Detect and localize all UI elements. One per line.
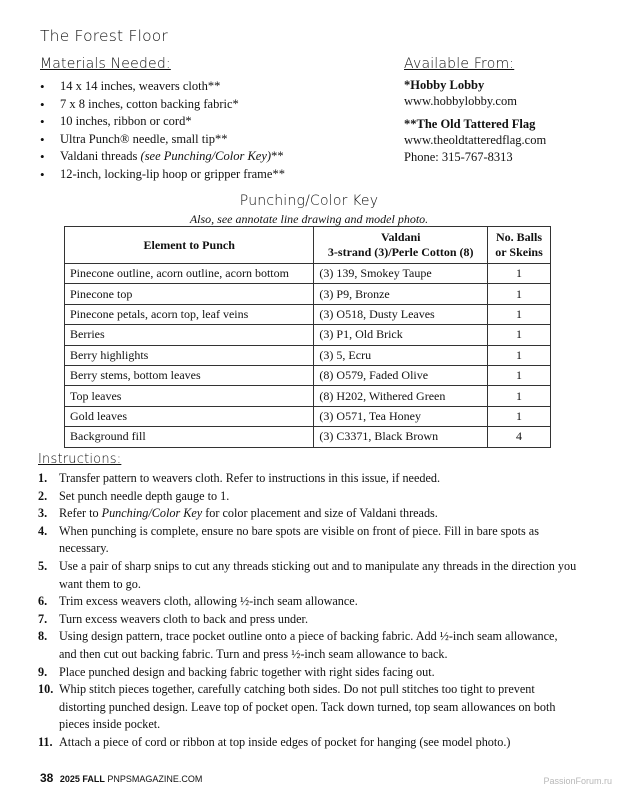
cell-qty: 4	[488, 427, 551, 447]
step-text-emphasis: Punching/Color Key	[101, 506, 203, 521]
step-number: 11.	[38, 734, 53, 749]
instructions-heading: Instructions:	[38, 452, 122, 467]
color-key-table	[64, 226, 551, 448]
table-row	[65, 386, 551, 406]
column-header-qty-line1: No. Balls	[496, 230, 543, 244]
step-text: Set punch needle depth gauge to 1.	[59, 488, 230, 503]
cell-qty: 1	[488, 325, 551, 345]
instruction-step	[38, 488, 578, 506]
available-heading: Available From:	[404, 56, 515, 72]
step-number: 10.	[38, 682, 54, 697]
instructions-list	[38, 470, 578, 752]
step-text: When punching is complete, ensure no bare spots are visible on front of piece. Fill in bare spots as necessary.	[59, 523, 539, 556]
column-header-element: Element to Punch	[65, 227, 314, 264]
table-row	[65, 325, 551, 345]
instruction-step	[38, 593, 578, 611]
table-row	[65, 284, 551, 304]
cell-qty: 1	[488, 284, 551, 304]
page-number: 38	[40, 771, 54, 785]
instruction-step	[38, 611, 578, 629]
table-row	[65, 345, 551, 365]
step-number: 7.	[38, 611, 48, 626]
materials-heading: Materials Needed:	[40, 56, 171, 72]
cell-qty: 1	[488, 365, 551, 385]
step-text-post: for color placement and size of Valdani threads.	[202, 506, 438, 521]
color-key-subtitle: Also, see annotate line drawing and model photo.	[189, 212, 429, 226]
materials-item: • 14 x 14 inches, weavers cloth**	[38, 78, 285, 96]
table-row	[65, 406, 551, 426]
step-text: Trim excess weavers cloth, allowing ½-inch seam allowance.	[59, 594, 358, 609]
materials-list	[38, 78, 285, 184]
cell-element: Pinecone outline, acorn outline, acorn bottom	[65, 264, 314, 284]
materials-item: • 12-inch, locking-lip hoop or gripper frame**	[38, 166, 285, 184]
supplier-phone: Phone: 315-767-8313	[404, 149, 513, 164]
step-text: Whip stitch pieces together, carefully catching both sides. Do not pull stitches too tight to prevent distorting punched design. Leave top of pocket open. Tack down turned, top seam allowances on both pieces inside pocket.	[59, 682, 556, 732]
cell-thread: (3) 5, Ecru	[314, 345, 488, 365]
column-header-qty	[488, 227, 551, 264]
available-from	[404, 56, 546, 166]
step-text: Place punched design and backing fabric together with right sides facing out.	[59, 664, 435, 679]
watermark: PassionForum.ru	[543, 776, 612, 786]
issue-season: 2025 FALL	[59, 774, 105, 784]
table-row	[65, 264, 551, 284]
color-key-heading: Punching/Color Key	[239, 193, 379, 209]
cell-qty: 1	[488, 406, 551, 426]
materials-item-text: Valdani threads (see Punching/Color Key)**	[60, 149, 284, 164]
step-text: Turn excess weavers cloth to back and press under.	[59, 611, 308, 626]
step-text-pre: Refer to	[59, 506, 102, 521]
table-row	[65, 427, 551, 447]
materials-item: • Ultra Punch® needle, small tip**	[38, 131, 285, 149]
materials-item: • 10 inches, ribbon or cord*	[38, 113, 285, 131]
supplier-name: *Hobby Lobby	[404, 77, 485, 92]
cell-thread: (3) O571, Tea Honey	[314, 406, 488, 426]
cell-thread: (8) O579, Faded Olive	[314, 365, 488, 385]
step-number: 1.	[38, 471, 48, 485]
cell-element: Top leaves	[65, 386, 314, 406]
cell-element: Berry stems, bottom leaves	[65, 365, 314, 385]
step-text: Transfer pattern to weavers cloth. Refer to instructions in this issue, if needed.	[59, 471, 440, 485]
table-header-row	[65, 227, 551, 264]
instruction-step	[38, 664, 578, 682]
column-header-thread-line2: 3-strand (3)/Perle Cotton (8)	[327, 245, 474, 259]
instruction-step	[38, 505, 578, 523]
cell-thread: (8) H202, Withered Green	[314, 386, 488, 406]
step-number: 5.	[38, 558, 48, 573]
cell-element: Background fill	[65, 427, 314, 447]
step-text: Using design pattern, trace pocket outline onto a piece of backing fabric. Add ½-inch seam allowance, and then cut out backing fabric. Turn and press ½-inch seam allowance to back.	[59, 629, 558, 661]
cell-element: Berry highlights	[65, 345, 314, 365]
column-header-thread	[314, 227, 488, 264]
materials-item	[38, 148, 285, 166]
step-number: 6.	[38, 594, 48, 609]
cell-qty: 1	[488, 386, 551, 406]
cell-thread: (3) O518, Dusty Leaves	[314, 304, 488, 324]
step-number: 4.	[38, 523, 48, 538]
column-header-thread-line1: Valdani	[380, 230, 421, 244]
step-text: Use a pair of sharp snips to cut any threads sticking out and to manipulate any threads in the direction you want them to go.	[59, 558, 577, 591]
step-number: 8.	[38, 629, 48, 644]
materials-item: • 7 x 8 inches, cotton backing fabric*	[38, 96, 285, 114]
instruction-step	[38, 523, 578, 558]
instruction-step	[38, 628, 578, 663]
cell-qty: 1	[488, 304, 551, 324]
cell-element: Gold leaves	[65, 406, 314, 426]
supplier-url[interactable]: www.theoldtatteredflag.com	[404, 133, 547, 148]
instruction-step	[38, 681, 578, 734]
cell-thread: (3) C3371, Black Brown	[314, 427, 488, 447]
column-header-qty-line2: or Skeins	[495, 245, 543, 259]
step-text: Attach a piece of cord or ribbon at top inside edges of pocket for hanging (see model photo.)	[59, 734, 511, 749]
cell-thread: (3) P1, Old Brick	[314, 325, 488, 345]
cell-thread: (3) P9, Bronze	[314, 284, 488, 304]
cell-thread: (3) 139, Smokey Taupe	[314, 264, 488, 284]
supplier-name: **The Old Tattered Flag	[404, 116, 536, 131]
supplier-url[interactable]: www.hobbylobby.com	[404, 94, 517, 109]
table-row	[65, 304, 551, 324]
instruction-step	[38, 734, 578, 752]
cell-element: Pinecone petals, acorn top, leaf veins	[65, 304, 314, 324]
instruction-step	[38, 470, 578, 488]
table-row	[65, 365, 551, 385]
step-number: 9.	[38, 664, 48, 679]
page-footer	[40, 771, 202, 785]
cell-qty: 1	[488, 264, 551, 284]
materials-item-emphasis: (see Punching/Color Key)	[140, 149, 272, 164]
step-number: 2.	[38, 488, 48, 503]
cell-element: Pinecone top	[65, 284, 314, 304]
page-title: The Forest Floor	[40, 27, 169, 45]
cell-element: Berries	[65, 325, 314, 345]
magazine-site[interactable]: PNPSMAGAZINE.COM	[107, 774, 203, 784]
step-number: 3.	[38, 506, 48, 521]
cell-qty: 1	[488, 345, 551, 365]
instruction-step	[38, 558, 578, 593]
